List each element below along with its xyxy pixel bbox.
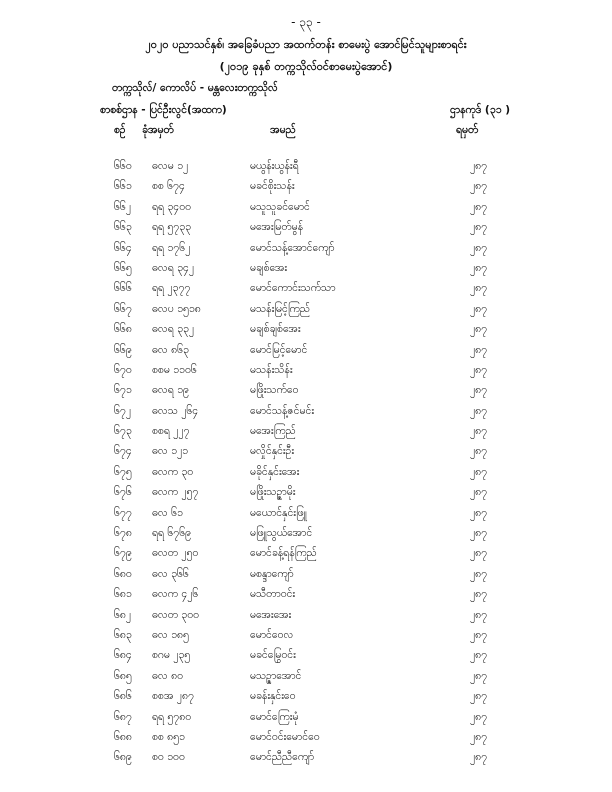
student-name: မခန်းနှင်းဝေ [250, 690, 296, 703]
document-title: ၂၀၂၀ ပညာသင်နှစ်၊ အခြေခံပညာ အထက်တန်း စာမေးပွဲ အောင်မြင်သူများစာရင်း [145, 38, 467, 51]
row-number: ၆၇၃ [114, 425, 132, 438]
student-name: မအေးအေး [250, 608, 292, 621]
score: ၂၈၇ [470, 404, 488, 417]
score: ၂၈၇ [470, 241, 488, 254]
table-row [0, 180, 612, 200]
roll-number: ဓလ ၈၀ [152, 669, 183, 682]
row-number: ၆၇၈ [114, 527, 132, 540]
score: ၂၈၇ [470, 160, 488, 172]
score: ၂၈၇ [470, 710, 488, 723]
roll-number: ဓလရ ၁၉ [152, 384, 189, 397]
table-row [0, 323, 612, 343]
table-row [0, 670, 612, 690]
roll-number: ဓလသ ၂၆၄ [152, 404, 199, 417]
row-number: ၆၈၇ [114, 710, 132, 723]
roll-number: စစ ၆၇၄ [152, 180, 185, 193]
student-name: မအေးမြတ်မွန် [250, 221, 304, 234]
student-name: မစန္ဒာကျော် [250, 567, 294, 580]
score: ၂၈၇ [470, 751, 488, 764]
row-number: ၆၈၉ [114, 751, 132, 764]
col-header-no: စဉ် [114, 124, 126, 136]
roll-number: စစအ ၂၈၇ [152, 690, 194, 703]
table-row [0, 445, 612, 465]
col-header-name: အမည် [270, 124, 296, 136]
roll-number: စဂမ ၂၃၅ [152, 649, 191, 662]
student-name: မသဉ္ဇာအောင် [250, 669, 302, 682]
table-row [0, 609, 612, 629]
student-name: မဖြိုးသက်ဝေ [250, 384, 299, 397]
table-row [0, 690, 612, 710]
table-row [0, 160, 612, 180]
roll-number: ဓလတ ၃၀၀ [152, 608, 200, 621]
table-row [0, 282, 612, 302]
col-header-reg: ခုံအမှတ် [142, 124, 174, 136]
row-number: ၆၆၉ [114, 343, 132, 356]
table-row [0, 201, 612, 221]
score: ၂၈၇ [470, 567, 488, 580]
row-number: ၆၇၀ [114, 363, 132, 376]
roll-number: ရရ ၆၇၆၉ [152, 527, 192, 540]
score: ၂၈၇ [470, 628, 488, 641]
roll-number: ဓလပ ၁၅၁၈ [152, 302, 201, 315]
table-row [0, 588, 612, 608]
roll-number: ရရ ၅၇၈၀ [152, 710, 192, 723]
student-name: မသန်းမြင့်ကြည် [250, 302, 311, 315]
table-row [0, 731, 612, 751]
row-number: ၆၈၅ [114, 669, 132, 682]
roll-number: ဓလက ၂၅၇ [152, 486, 199, 499]
table-row [0, 466, 612, 486]
row-number: ၆၈၈ [114, 730, 132, 743]
score: ၂၈၇ [470, 730, 488, 743]
table-row [0, 751, 612, 771]
roll-number: ဓလက ၃၀ [152, 465, 194, 478]
student-name: မယောင်နှင်းဖြူ [250, 506, 307, 519]
row-number: ၆၇၁ [114, 384, 132, 397]
score: ၂၈၇ [470, 200, 488, 213]
student-name: မောင်ဝင်းမောင်ဝေ [250, 730, 320, 743]
score: ၂၈၇ [470, 588, 488, 601]
score: ၂၈၇ [470, 445, 488, 458]
roll-number: ဓလ ၆၁ [152, 506, 183, 519]
roll-number: ဓလ ၈၆၃ [152, 343, 189, 356]
table-row [0, 242, 612, 262]
roll-number: စဝ ၁၀၀ [152, 751, 185, 764]
score: ၂၈၇ [470, 221, 488, 234]
student-name: မသန်းသိန်း [250, 363, 293, 376]
score: ၂၈၇ [470, 261, 488, 274]
roll-number: ရရ ၂၃၇၇ [152, 282, 191, 295]
roll-number: စစ ၈၅၁ [152, 730, 185, 743]
score: ၂၈၇ [470, 465, 488, 478]
score: ၂၈၇ [470, 180, 488, 193]
roll-number: ဓလမ ၁၂ [152, 160, 189, 172]
table-row [0, 507, 612, 527]
student-name: မောင်သန့်ဇင်မင်း [250, 404, 314, 417]
table-row [0, 711, 612, 731]
student-name: မဖြိုးသဉ္ဇာမိုး [250, 486, 296, 499]
table-row [0, 262, 612, 282]
student-name: မအေးကြည် [250, 425, 296, 438]
row-number: ၆၆၈ [114, 323, 132, 336]
page-number: - ၃၃ - [291, 15, 321, 29]
score: ၂၈၇ [470, 384, 488, 397]
row-number: ၆၆၇ [114, 302, 132, 315]
student-name: မောင်မြင့်မောင် [250, 343, 308, 356]
student-name: မောင်သန့်အောင်ကျော် [250, 241, 335, 254]
student-name: မဖြူသွယ်အောင် [250, 527, 313, 540]
student-name: မောင်ကြေးမုံ [250, 710, 299, 723]
score: ၂၈၇ [470, 343, 488, 356]
row-number: ၆၆၀ [114, 160, 132, 172]
table-row [0, 527, 612, 547]
student-name: မောင်ညီညီကျော် [250, 751, 315, 764]
score: ၂၈၇ [470, 608, 488, 621]
row-number: ၆၆၃ [114, 221, 132, 234]
table-row [0, 425, 612, 445]
score: ၂၈၇ [470, 425, 488, 438]
roll-number: ရရ ၃၄၀၀ [152, 200, 192, 213]
roll-number: ဓလရ ၃၄၂ [152, 261, 195, 274]
student-name: မောင်ကောင်းသက်သာ [250, 282, 336, 295]
row-number: ၆၈၀ [114, 567, 132, 580]
document-subtitle: (၂၀၁၉ ခုနှစ် တက္ကသိုလ်ဝင်စာမေးပွဲအောင်) [219, 60, 393, 73]
row-number: ၆၇၉ [114, 547, 132, 560]
roll-number: ဓလက ၄၂၆ [152, 588, 199, 601]
exam-center-line: စာစစ်ဌာန - ပြင်ဦးလွင်(အထက) [100, 104, 227, 116]
student-name: မချစ်ချစ်အေး [250, 323, 301, 336]
row-number: ၆၇၄ [114, 445, 132, 458]
row-number: ၆၈၃ [114, 628, 132, 641]
student-name: မချစ်အေး [250, 261, 288, 274]
table-row [0, 303, 612, 323]
student-name: မခင်စိုးသန်း [250, 180, 295, 193]
col-header-score: ရမှတ် [456, 124, 479, 136]
row-number: ၆၈၄ [114, 649, 132, 662]
student-name: မလှိုင်နှင်းဦး [250, 445, 295, 458]
table-row [0, 649, 612, 669]
row-number: ၆၆၆ [114, 282, 132, 295]
score: ၂၈၇ [470, 486, 488, 499]
score: ၂၈၇ [470, 302, 488, 315]
score: ၂၈၇ [470, 669, 488, 682]
score: ၂၈၇ [470, 363, 488, 376]
university-line: တက္ကသိုလ်/ ကောလိပ် - မန္တလေးတက္ကသိုလ် [112, 82, 278, 94]
score: ၂၈၇ [470, 527, 488, 540]
roll-number: စစမ ၁၁၀၆ [152, 363, 197, 376]
roll-number: ဓလ ၃၆၆ [152, 567, 189, 580]
row-number: ၆၈၆ [114, 690, 132, 703]
table-row [0, 405, 612, 425]
row-number: ၆၆၂ [114, 200, 131, 213]
results-table [0, 160, 612, 772]
table-row [0, 221, 612, 241]
row-number: ၆၈၁ [114, 588, 132, 601]
score: ၂၈၇ [470, 547, 488, 560]
table-row [0, 547, 612, 567]
table-row [0, 568, 612, 588]
table-row [0, 364, 612, 384]
row-number: ၆၆၅ [114, 261, 132, 274]
row-number: ၆၇၅ [114, 465, 132, 478]
score: ၂၈၇ [470, 690, 488, 703]
roll-number: စစရ ၂၂၇ [152, 425, 190, 438]
table-row [0, 384, 612, 404]
center-code: ဌာနကုဒ် (၃၁ ) [449, 104, 510, 116]
roll-number: ဓလ ၁၂၁ [152, 445, 189, 458]
roll-number: ဓလတ ၂၅၀ [152, 547, 199, 560]
row-number: ၆၆၁ [114, 180, 132, 193]
roll-number: ရရ ၁၇၆၂ [152, 241, 191, 254]
row-number: ၆၇၂ [114, 404, 131, 417]
table-row [0, 486, 612, 506]
roll-number: ရရ ၅၇၃၃ [152, 221, 192, 234]
student-name: မသူသူခင်မောင် [250, 200, 310, 213]
student-name: မောင်ဝေလ [250, 628, 294, 641]
table-row [0, 629, 612, 649]
row-number: ၆၇၆ [114, 486, 132, 499]
roll-number: ဓလရ ၃၃၂ [152, 323, 195, 336]
student-name: မခိုင်နှင်းအေး [250, 465, 300, 478]
score: ၂၈၇ [470, 282, 488, 295]
row-number: ၆၆၄ [114, 241, 132, 254]
row-number: ၆၈၂ [114, 608, 132, 621]
score: ၂၈၇ [470, 649, 488, 662]
student-name: မခင်မြွေဝင်း [250, 649, 296, 662]
score: ၂၈၇ [470, 323, 488, 336]
roll-number: ဓလ ၁၈၅ [152, 628, 189, 641]
student-name: မောင်ခန့်ရန်ကြည် [250, 547, 317, 560]
table-row [0, 344, 612, 364]
student-name: မယွန်းယွန်းရီ [250, 160, 299, 172]
row-number: ၆၇၇ [114, 506, 132, 519]
score: ၂၈၇ [470, 506, 488, 519]
student-name: မသီတာဝင်း [250, 588, 296, 601]
